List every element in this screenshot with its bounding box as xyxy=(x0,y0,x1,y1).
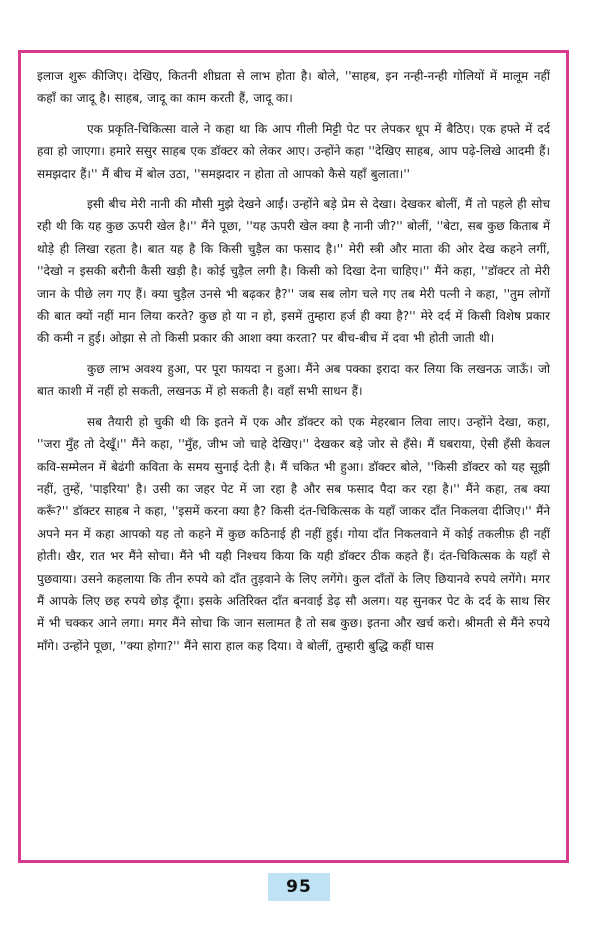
paragraph-1: इलाज शुरू कीजिए। देखिए, कितनी शीघ्रता से लाभ होता है। बोले, ''साहब, इन नन्ही-नन्ही गोलियों में मालूम नहीं कहाँ का जादू है। साहब, जादू का काम करती हैं, जादू का। xyxy=(37,69,550,106)
paragraph-3: इसी बीच मेरी नानी की मौसी मुझे देखने आईं। उन्होंने बड़े प्रेम से देखा। देखकर बोलीं, मैं तो पहले ही सोच रही थी कि यह कुछ ऊपरी खेल है।'' मैंने पूछा, ''यह ऊपरी खेल क्या है नानी जी?'' बोलीं, ''बेटा, सब कुछ किताब में थोड़े ही लिखा रहता है। बात यह है कि किसी चुड़ैल का फसाद है।'' मेरी स्त्री और माता की ओर देख कहने लगीं, ''देखो न इसकी बरौनी कैसी खड़ी है। कोई चुड़ैल लगी है। किसी को दिखा देना चाहिए।'' मैंने कहा, ''डॉक्टर तो मेरी जान के पीछे लग गए हैं। क्या चुड़ैल उनसे भी बढ़कर है?'' जब सब लोग चले गए तब मेरी पत्नी ने कहा, ''तुम लोगों की बात क्यों नहीं मान लिया करते? कुछ हो या न हो, इसमें तुम्हारा हर्ज ही क्या है?'' मेरे दर्द में किसी विशेष प्रकार की कमी न हुई। ओझा से तो किसी प्रकार की आशा क्या करता? पर बीच-बीच में दवा भी होती जाती थी। xyxy=(37,197,550,346)
page-number: 95 xyxy=(268,873,330,901)
paragraph-5: सब तैयारी हो चुकी थी कि इतने में एक और डॉक्टर को एक मेहरबान लिवा लाए। उन्होंने देखा, कहा, ''जरा मुँह तो देखूँ।'' मैंने कहा, ''मुँह, जीभ जो चाहे देखिए।'' देखकर बड़े जोर से हँसे। मैं घबराया, ऐसी हँसी केवल कवि-सम्मेलन में बेढंगी कविता के समय सुनाई देती है। मैं चकित भी हुआ। डॉक्टर बोले, ''किसी डॉक्टर को यह सूझी नहीं, तुम्हें, 'पाइरिया' है। उसी का जहर पेट में जा रहा है और सब फसाद पैदा कर रहा है।'' मैंने कहा, तब क्या करूँ?'' डॉक्टर साहब ने कहा, ''इसमें करना क्या है? किसी दंत-चिकित्सक के यहाँ जाकर दाँत निकलवा दीजिए।'' मैंने अपने मन में कहा आपको यह तो कहने में कुछ कठिनाई ही नहीं हुई। गोया दाँत निकलवाने में कोई तकलीफ़ ही नहीं होती। खैर, रात भर मैंने सोचा। मैंने भी यही निश्चय किया कि यही डॉक्टर ठीक कहते हैं। दंत-चिकित्सक के यहाँ से पुछवाया। उसने कहलाया कि तीन रुपये को दाँत तुड़वाने के लिए लगेंगे। कुल दाँतों के लिए छियानवे रुपये लगेंगे। मगर मैं आपके लिए छह रुपये छोड़ दूँगा। इसके अतिरिक्त दाँत बनवाई डेढ़ सौ अलग। यह सुनकर पेट के दर्द के साथ सिर में भी चक्कर आने लगा। मगर मैंने सोचा कि जान सलामत है तो सब कुछ। इतना और खर्च करो। श्रीमती से मैंने रुपये माँगे। उन्होंने पूछा, ''क्या होगा?'' मैंने सारा हाल कह दिया। वे बोलीं, तुम्हारी बुद्धि कहीं घास xyxy=(37,414,550,653)
paragraph-4: कुछ लाभ अवश्य हुआ, पर पूरा फायदा न हुआ। मैंने अब पक्का इरादा कर लिया कि लखनऊ जाऊँ। जो बात काशी में नहीं हो सकती, लखनऊ में हो सकती है। वहाँ सभी साधन हैं। xyxy=(37,361,550,399)
page-frame xyxy=(18,50,569,863)
paragraph-2: एक प्रकृति-चिकित्सा वाले ने कहा था कि आप गीली मिट्टी पेट पर लेपकर धूप में बैठिए। एक हफ्ते में दर्द हवा हो जाएगा। हमारे ससुर साहब एक डॉक्टर को लेकर आए। उन्होंने कहा ''देखिए साहब, आप पढ़े-लिखे आदमी हैं। समझदार हैं।'' मैं बीच में बोल उठा, ''समझदार न होता तो आपको कैसे यहाँ बुलाता।'' xyxy=(37,121,550,181)
